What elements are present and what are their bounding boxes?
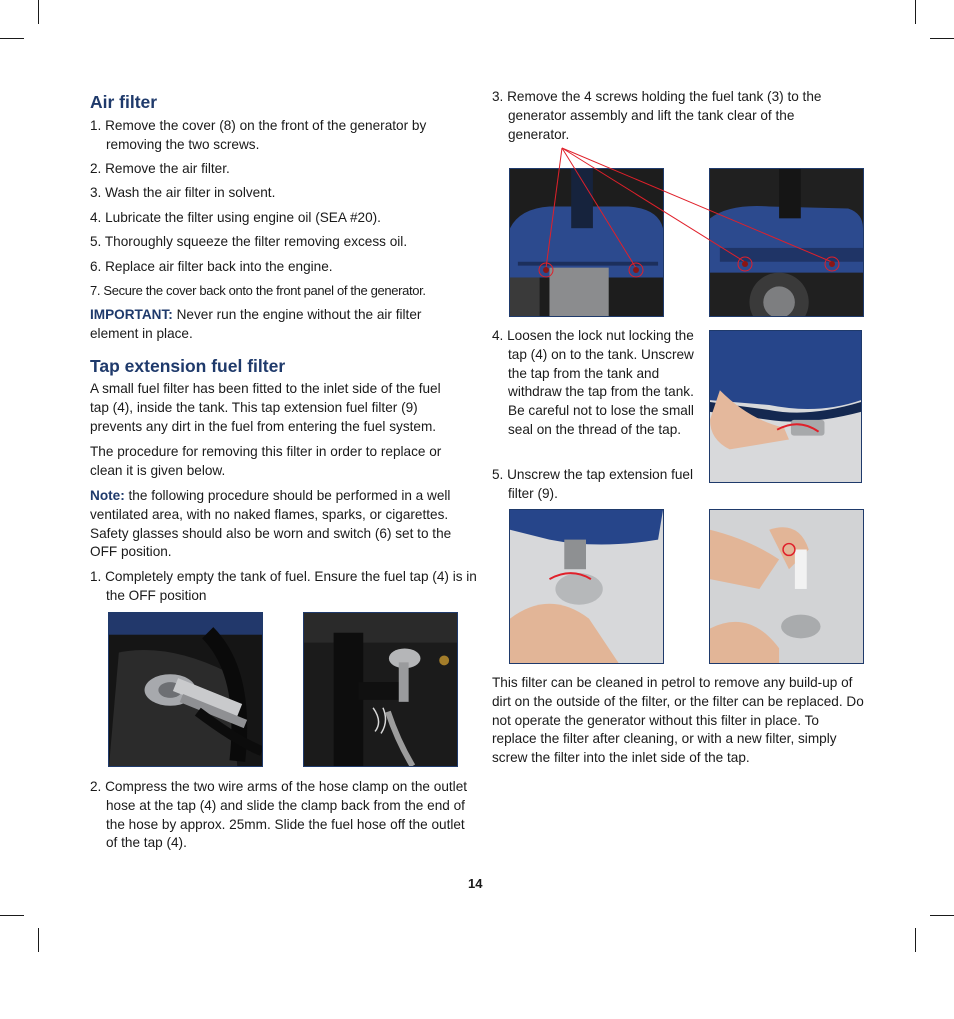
note-label: Note: xyxy=(90,488,125,503)
tap-step-4: 4. Loosen the lock nut locking the tap (4) on to the tank. Unscrew the tap from the tank and withdraw the tap from the tank. Be careful not to lose the small seal on the thread of the tap. xyxy=(492,328,694,437)
tap-filter-procedure: The procedure for removing this filter in order to replace or clean it is given below. xyxy=(90,444,442,478)
air-filter-step: 1. Remove the cover (8) on the front of the generator by removing the two screws. xyxy=(90,118,427,152)
air-filter-step: 7. Secure the cover back onto the front panel of the generator. xyxy=(90,283,426,298)
photo-unscrew-filter xyxy=(509,509,664,664)
air-filter-heading: Air filter xyxy=(90,92,158,112)
tap-step-5: 5. Unscrew the tap extension fuel filter (9). xyxy=(492,467,693,501)
photo-lock-nut xyxy=(709,330,862,483)
closing-paragraph: This filter can be cleaned in petrol to remove any build-up of dirt on the outside of the filter, or the filter can be replaced. Do not operate the generator without this filter in place. To replace the filter after cleaning, or with a new filter, simply screw the filter into the inlet side of the tap. xyxy=(492,675,864,766)
tap-step-3: 3. Remove the 4 screws holding the fuel tank (3) to the generator assembly and lift the tank clear of the generator. xyxy=(492,89,822,142)
tap-filter-heading: Tap extension fuel filter xyxy=(90,356,286,376)
air-filter-step: 2. Remove the air filter. xyxy=(90,161,230,176)
air-filter-step: 4. Lubricate the filter using engine oil (SEA #20). xyxy=(90,210,381,225)
air-filter-step: 6. Replace air filter back into the engine. xyxy=(90,259,333,274)
tap-filter-intro: A small fuel filter has been fitted to the inlet side of the fuel tap (4), inside the tank. This tap extension fuel filter (9) prevents any dirt in the fuel from entering the fuel system. xyxy=(90,381,441,434)
photo-filter-removed xyxy=(709,509,864,664)
tap-step-2: 2. Compress the two wire arms of the hose clamp on the outlet hose at the tap (4) and slide the clamp back from the end of the hose by approx. 25mm. Slide the fuel hose off the outlet of the tap (4). xyxy=(90,779,468,851)
important-text: Never run the engine without the air filter element in place. xyxy=(90,307,422,341)
air-filter-step: 3. Wash the air filter in solvent. xyxy=(90,185,276,200)
page-number: 14 xyxy=(468,876,483,891)
note-text: the following procedure should be performed in a well ventilated area, with no naked flames, sparks, or cigarettes. Safety glasses should also be worn and switch (6) set to the OFF position. xyxy=(90,488,452,560)
tap-step-1: 1. Completely empty the tank of fuel. Ensure the fuel tap (4) is in the OFF position xyxy=(90,569,477,603)
air-filter-step: 5. Thoroughly squeeze the filter removing excess oil. xyxy=(90,234,408,249)
important-label: IMPORTANT: xyxy=(90,307,173,322)
